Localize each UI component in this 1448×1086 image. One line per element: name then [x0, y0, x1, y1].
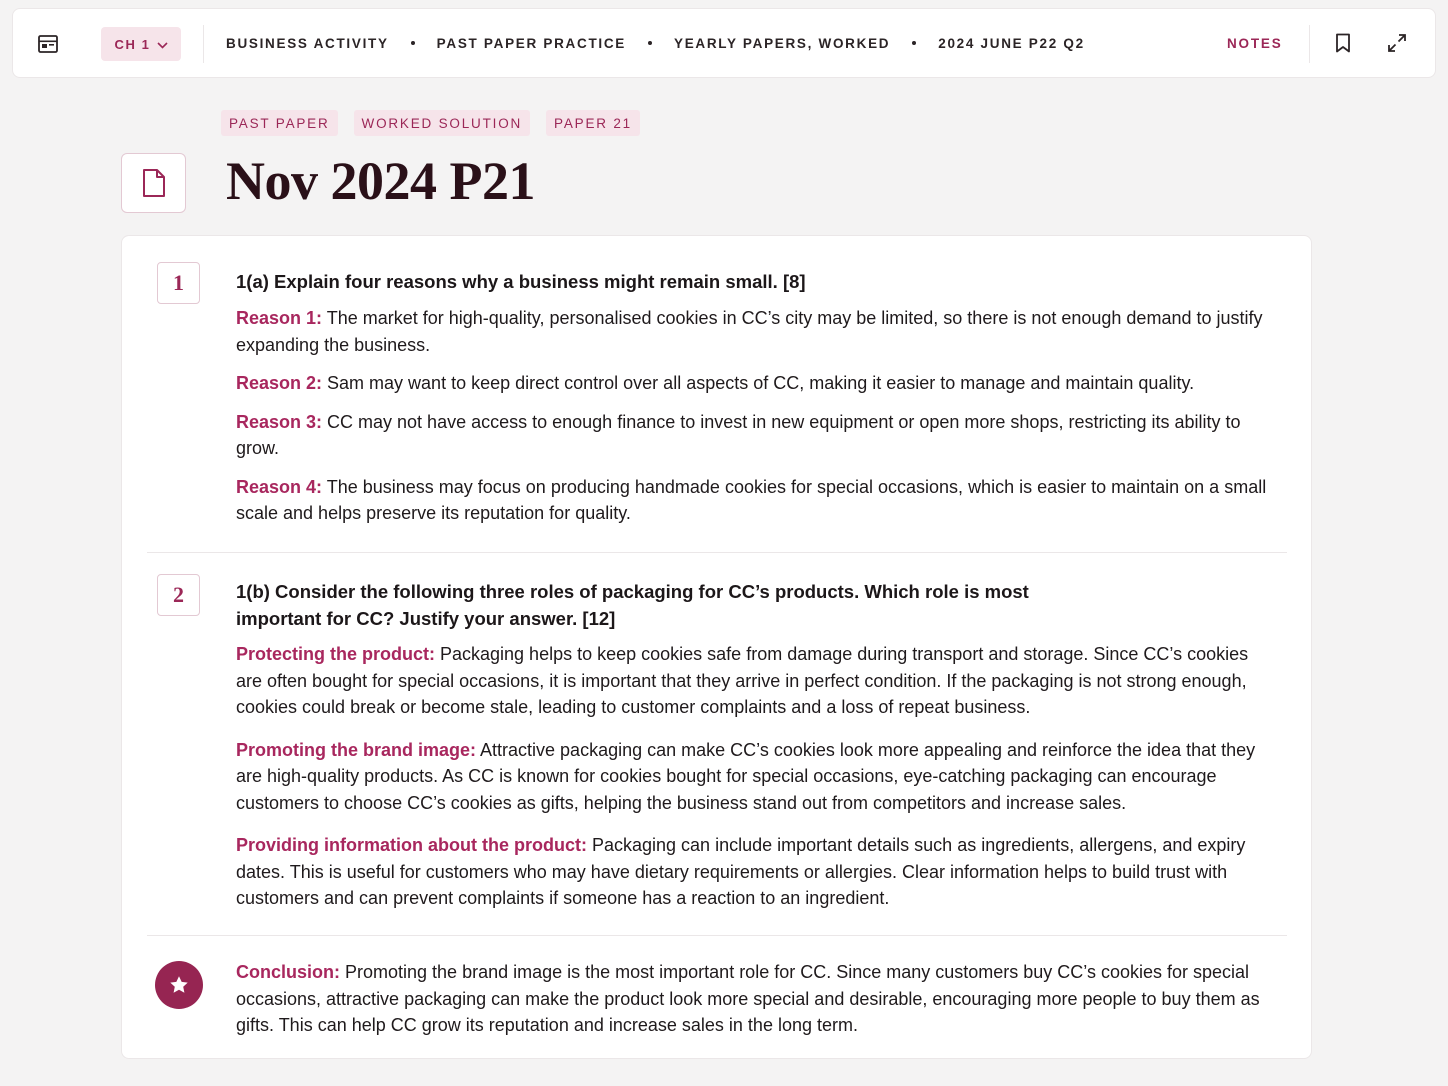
answer-block	[236, 641, 1276, 912]
answer-text: Sam may want to keep direct control over all aspects of CC, making it easier to manage and maintain quality.	[322, 373, 1195, 393]
divider	[203, 25, 204, 63]
conclusion-block	[236, 959, 1276, 1039]
answer-paragraph	[236, 409, 1276, 462]
conclusion-label: Conclusion:	[236, 962, 340, 982]
expand-icon[interactable]	[1385, 31, 1409, 55]
answer-label: Promoting the brand image:	[236, 739, 477, 760]
breadcrumb-separator	[411, 41, 415, 45]
chapter-select[interactable]	[101, 27, 181, 61]
answer-text: The business may focus on producing handmade cookies for special occasions, which is easier to maintain on a small scale and helps preserve its reputation for quality.	[236, 476, 1267, 523]
chevron-down-icon	[157, 37, 168, 52]
top-bar	[12, 8, 1436, 78]
notes-link[interactable]: NOTES	[1227, 35, 1283, 51]
answer-label: Reason 1:	[236, 308, 323, 328]
document-icon	[121, 153, 186, 213]
page-title: Nov 2024 P21	[226, 151, 535, 211]
breadcrumb-separator	[648, 41, 652, 45]
solution-card	[121, 235, 1312, 1059]
answer-text: CC may not have access to enough finance to invest in new equipment or open more shops, restricting its ability to grow.	[236, 411, 1241, 458]
divider	[1309, 25, 1310, 63]
answer-paragraph	[236, 370, 1276, 397]
answer-paragraph	[236, 305, 1276, 358]
answer-label: Reason 3:	[236, 411, 323, 432]
answer-text: Packaging can include important details such as ingredients, allergens, and expiry dates. This is useful for customers who may have dietary requirements or allergies. Clear information helps to build trust with customers and can prevent complaints if someone has a reaction to an ingredient.	[236, 835, 1246, 908]
section-divider	[147, 935, 1287, 936]
tag-list	[221, 110, 640, 136]
breadcrumb-business-activity[interactable]: BUSINESS ACTIVITY	[226, 35, 389, 51]
question-number: 1	[157, 262, 200, 304]
answer-text: Attractive packaging can make CC’s cookies look more appealing and reinforce the idea that they are high-quality products. As CC is known for cookies bought for special occasions, eye-catching packaging can encourage customers to choose CC’s cookies as gifts, helping the business stand out from competitors and increase sales.	[236, 739, 1256, 813]
star-icon	[155, 961, 203, 1009]
answer-text: The market for high-quality, personalised cookies in CC’s city may be limited, so there is not enough demand to justify expanding the business.	[236, 308, 1263, 355]
answer-paragraph	[236, 641, 1276, 721]
conclusion-paragraph	[236, 959, 1276, 1039]
answer-label: Reason 2:	[236, 373, 323, 393]
answer-paragraph	[236, 474, 1276, 527]
tag-worked-solution: WORKED SOLUTION	[354, 110, 531, 136]
breadcrumb-current-paper[interactable]: 2024 JUNE P22 Q2	[938, 35, 1085, 51]
breadcrumb-past-paper-practice[interactable]: PAST PAPER PRACTICE	[436, 35, 626, 51]
question-number: 2	[157, 574, 200, 616]
sidebar-icon[interactable]	[37, 33, 59, 55]
tag-past-paper: PAST PAPER	[221, 110, 338, 136]
breadcrumb-separator	[912, 41, 916, 45]
chapter-label: CH 1	[114, 36, 151, 52]
tag-paper-21: PAPER 21	[546, 110, 640, 136]
section-divider	[147, 552, 1287, 553]
breadcrumb-yearly-papers[interactable]: YEARLY PAPERS, WORKED	[674, 35, 891, 51]
bookmark-icon[interactable]	[1331, 31, 1355, 55]
breadcrumb	[226, 9, 1085, 77]
answer-paragraph	[236, 737, 1276, 817]
answer-paragraph	[236, 832, 1276, 912]
question-text: 1(b) Consider the following three roles of packaging for CC’s products. Which role is most important for CC? Justify your answer. [12]	[236, 581, 1029, 629]
question-text: 1(a) Explain four reasons why a business might remain small. [8]	[236, 271, 806, 292]
conclusion-text: Promoting the brand image is the most important role for CC. Since many customers buy CC’s cookies for special occasions, attractive packaging can make the product look more special and desirable, encouraging more people to buy them as gifts. This can help CC grow its reputation and increase sales in the long term.	[236, 962, 1260, 1035]
answer-label: Protecting the product:	[236, 644, 435, 664]
question-block	[236, 268, 1276, 527]
question-block	[236, 578, 1086, 632]
answer-text: Packaging helps to keep cookies safe from damage during transport and storage. Since CC’s cookies are often bought for special occasions, it is important that they arrive in perfect condition. If the packaging is not strong enough, cookies could break or become stale, leading to customer complaints and a loss of repeat business.	[236, 644, 1249, 717]
answer-label: Providing information about the product:	[236, 835, 587, 855]
answer-label: Reason 4:	[236, 476, 323, 497]
